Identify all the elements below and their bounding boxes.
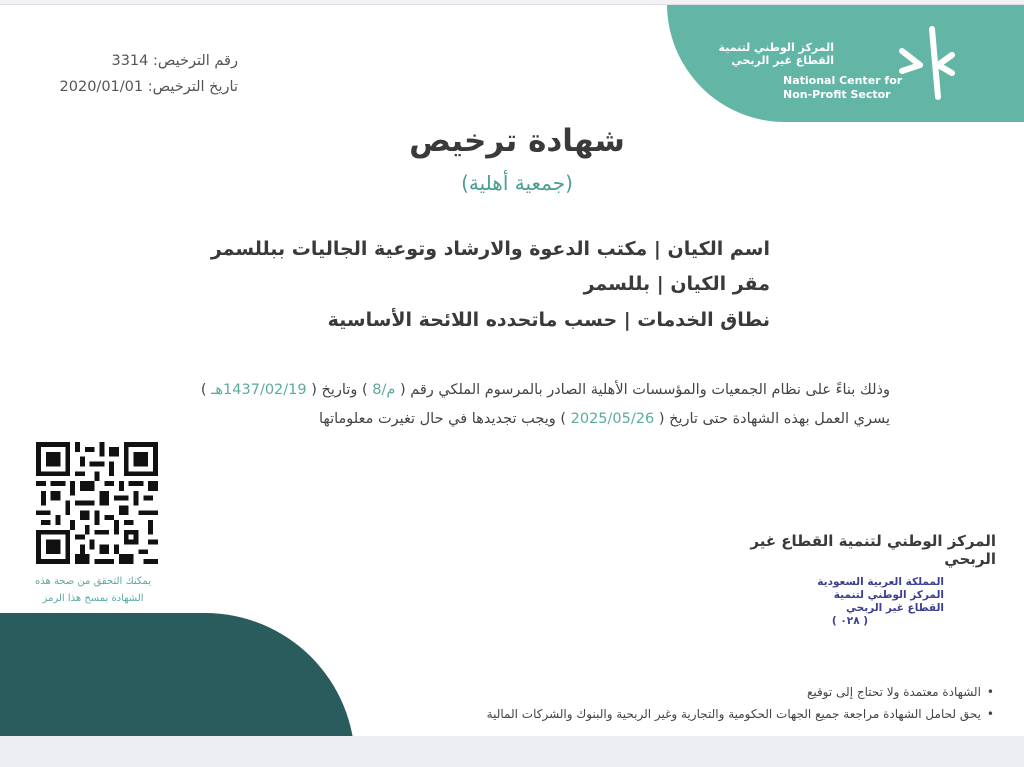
license-number: رقم الترخيص: 3314 [111,53,238,69]
entity-name: اسم الكيان | مكتب الدعوة والارشاد وتوعية الجاليات ببللسمر [210,238,770,260]
legal-basis: وذلك بناءً على نظام الجمعيات والمؤسسات الأهلية الصادر بالمرسوم الملكي رقم ( م/8 ) وتاريخ ( 1437/02/19هـ ) [200,382,890,398]
official-stamp: المملكة العربية السعودية المركز الوطني لتنمية القطاع غير الربحي ( ٠٢٨ ) [817,576,944,627]
logo-text-english: National Center for Non-Profit Sector [783,74,903,101]
validity-statement: يسري العمل بهذه الشهادة حتى تاريخ ( 2025/05/26 ) ويجب تجديدها في حال تغيرت معلوماتها [318,411,890,427]
qr-caption: يمكنك التحقق من صحة هذه الشهادة بمسح هذا الرمز [35,576,151,604]
footer-teal-shape [0,613,355,737]
note-item: •الشهادة معتمدة ولا تحتاج إلى توقيع [806,685,994,699]
license-date: تاريخ الترخيص: 2020/01/01 [59,79,238,95]
certificate-subtitle: (جمعية أهلية) [461,171,573,195]
certificate-notes [394,681,994,725]
certificate-page [0,4,1024,737]
logo-text-arabic: المركز الوطني لتنمية القطاع غير الربحي [718,41,834,67]
viewer-background [0,736,1024,767]
entity-service-scope: نطاق الخدمات | حسب ماتحدده اللائحة الأساسية [327,309,770,331]
verification-qr-code [36,442,158,564]
note-item: •يحق لحامل الشهادة مراجعة جميع الجهات الحكومية والتجارية وغير الربحية والبنوك والشركات المالية [486,707,994,721]
certificate-title: شهادة ترخيص [409,123,625,159]
entity-headquarters: مقر الكيان | بللسمر [583,273,770,295]
issuer-name: المركز الوطني لتنمية القطاع غير الربحي [750,532,996,568]
